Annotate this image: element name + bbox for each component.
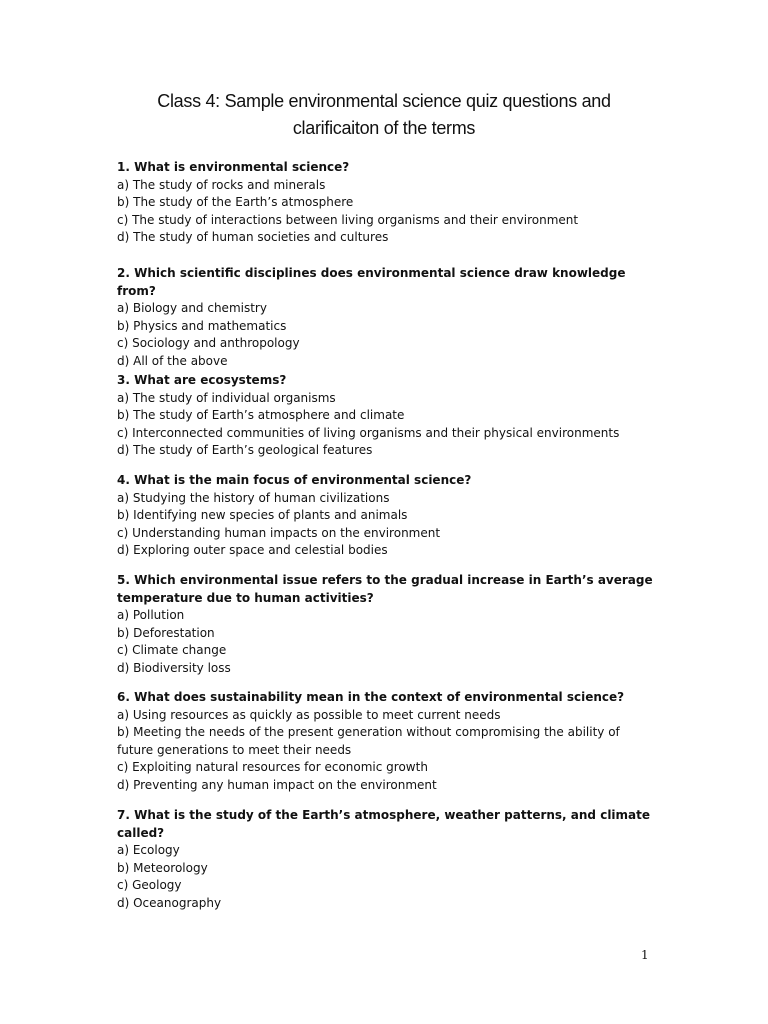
option-c: c) Understanding human impacts on the environment (117, 525, 441, 540)
question-block-7 (117, 807, 657, 913)
document-title (0, 88, 768, 142)
option-b: b) Identifying new species of plants and animals (117, 508, 408, 523)
question-text: 4. What is the main focus of environmental science? (117, 473, 472, 487)
question-block-3 (117, 372, 657, 460)
question-block-6 (117, 689, 657, 795)
option-d: d) Oceanography (117, 895, 222, 910)
option-a: a) Using resources as quickly as possible to meet current needs (117, 707, 501, 722)
option-a: a) Biology and chemistry (117, 301, 267, 316)
option-b: b) Physics and mathematics (117, 318, 287, 333)
option-d: d) All of the above (117, 353, 228, 368)
option-c: c) The study of interactions between living organisms and their environment (117, 212, 579, 227)
option-a: a) Ecology (117, 843, 180, 858)
question-text: 1. What is environmental science? (117, 160, 350, 174)
option-b-continued: future generations to meet their needs (117, 742, 352, 757)
option-d: d) Biodiversity loss (117, 660, 231, 675)
option-b: b) Meteorology (117, 860, 208, 875)
option-c: c) Sociology and anthropology (117, 336, 300, 351)
title-line-1: Class 4: Sample environmental science quiz questions and (157, 91, 611, 111)
question-text: 3. What are ecosystems? (117, 373, 287, 387)
option-b: b) The study of the Earth’s atmosphere (117, 195, 354, 210)
question-text-line-1: 7. What is the study of the Earth’s atmosphere, weather patterns, and climate (117, 808, 651, 822)
question-text: 6. What does sustainability mean in the context of environmental science? (117, 690, 625, 704)
question-text: 2. Which scientific disciplines does environmental science draw knowledge from? (117, 266, 626, 298)
question-text-line-2: temperature due to human activities? (117, 590, 374, 605)
option-a: a) The study of individual organisms (117, 390, 336, 405)
option-a: a) Studying the history of human civilizations (117, 490, 390, 505)
option-c: c) Exploiting natural resources for economic growth (117, 760, 428, 775)
option-d: d) Exploring outer space and celestial bodies (117, 543, 388, 558)
page-number: 1 (641, 948, 649, 962)
question-block-2 (117, 265, 657, 371)
question-block-5 (117, 572, 657, 678)
question-text-line-2: called? (117, 825, 165, 840)
option-b: b) The study of Earth’s atmosphere and climate (117, 408, 405, 423)
option-b: b) Deforestation (117, 625, 215, 640)
title-line-2: clarificaiton of the terms (292, 118, 476, 138)
question-text-line-1: 5. Which environmental issue refers to the gradual increase in Earth’s average (117, 573, 653, 587)
option-c: c) Climate change (117, 643, 227, 658)
option-b: b) Meeting the needs of the present generation without compromising the ability of (117, 725, 620, 740)
option-d: d) Preventing any human impact on the environment (117, 777, 437, 792)
option-c: c) Interconnected communities of living organisms and their physical environments (117, 425, 620, 440)
option-a: a) The study of rocks and minerals (117, 177, 326, 192)
option-d: d) The study of human societies and cultures (117, 230, 389, 245)
option-a: a) Pollution (117, 608, 185, 623)
option-d: d) The study of Earth’s geological features (117, 443, 373, 458)
question-block-4 (117, 472, 657, 560)
question-block-1 (117, 159, 657, 247)
option-c: c) Geology (117, 878, 182, 893)
